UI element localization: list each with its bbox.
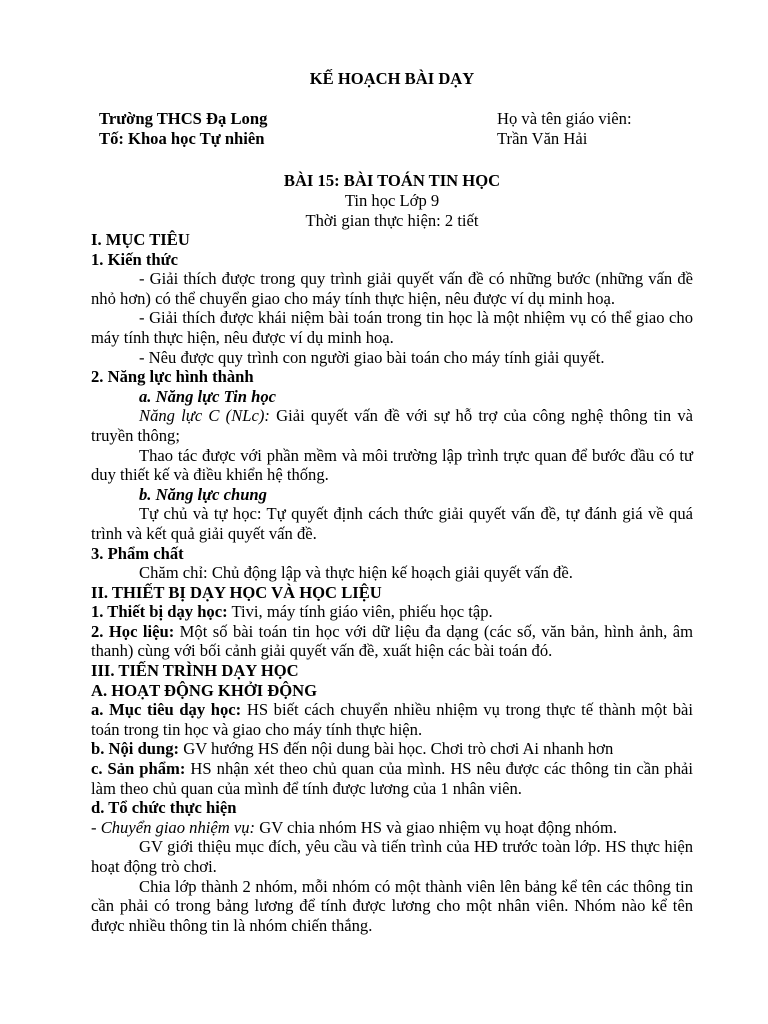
header-info [91,109,693,149]
assign-task-lead: Chuyển giao nhiệm vụ: [100,817,256,837]
lesson-time: Thời gian thực hiện: 2 tiết [305,211,479,230]
general-competency-text [91,504,693,543]
goal-lead: a. Mục tiêu dạy học: [91,700,242,720]
section-objectives-heading: I. MỤC TIÊU [91,230,190,249]
assign-task-dash: - [91,817,101,837]
materials-text [91,622,693,661]
competency-heading: 2. Năng lực hình thành [91,367,254,387]
it-competency-text-2: Thao tác được với phần mềm và môi trường lập trình trực quan để bước đầu có tư duy thiết kế và điều khiển hệ thống. [91,445,693,485]
document-title: KẾ HOẠCH BÀI DẠY [309,69,475,88]
general-competency-body: Tự quyết định cách thức giải quyết vấn đề, tự đánh giá về quá trình và kết quả giải quyết vấn đề. [91,504,693,543]
lesson-title: BÀI 15: BÀI TOÁN TIN HỌC [283,171,501,190]
teacher-name: Trần Văn Hải [497,129,588,148]
group-name: Tố: Khoa học Tự nhiên [99,129,265,148]
it-competency-heading: a. Năng lực Tin học [139,386,277,406]
section-equipment-heading: II. THIẾT BỊ DẠY HỌC VÀ HỌC LIỆU [91,582,382,602]
goal-text [91,700,693,739]
school-name: Trường THCS Đạ Long [99,109,268,128]
section-process-heading: III. TIẾN TRÌNH DẠY HỌC [91,661,299,681]
lesson-header [91,171,693,231]
assign-task-text [91,818,693,838]
it-competency-lead: Năng lực C (NLc): [139,406,270,426]
activity-paragraph: GV giới thiệu mục đích, yêu cầu và tiến trình của HĐ trước toàn lớp. HS thực hiện hoạt động trò chơi. [91,837,693,876]
equipment-text [91,602,693,622]
goal-body: HS biết cách chuyển nhiều nhiệm vụ trong thực tế thành một bài toán trong tin học và giao cho máy tính thực hiện. [91,700,693,739]
content-body: GV hướng HS đến nội dung bài học. Chơi trò chơi Ai nhanh hơn [179,739,614,759]
activity-paragraph: Chia lớp thành 2 nhóm, mỗi nhóm có một thành viên lên bảng kể tên các thông tin cần phải có trong bảng lương để tính được lương cho một nhân viên. Nhóm nào kể tên được nhiều thông tin là nhóm chiến thắng. [91,876,693,935]
it-competency-body: Giải quyết vấn đề với sự hỗ trợ của công nghệ thông tin và truyền thông; [91,406,693,445]
content-lead: b. Nội dung: [91,739,180,759]
equipment-lead: 1. Thiết bị dạy học: [91,602,228,622]
warmup-heading: A. HOẠT ĐỘNG KHỞI ĐỘNG [91,680,318,700]
product-lead: c. Sản phẩm: [91,759,186,779]
product-body: HS nhận xét theo chủ quan của mình. HS nêu được các thông tin cần phải làm theo chủ quan của mình để tính được lương của 1 nhân viên. [91,759,694,798]
product-text [91,759,693,798]
assign-task-body: GV chia nhóm HS và giao nhiệm vụ hoạt động nhóm. [255,817,618,837]
document-body [91,230,693,935]
general-competency-heading: b. Năng lực chung [139,484,267,504]
qualities-text: Chăm chỉ: Chủ động lập và thực hiện kế hoạch giải quyết vấn đề. [139,563,573,583]
content-text [91,739,693,759]
qualities-heading: 3. Phẩm chất [91,543,184,563]
equipment-body: Tivi, máy tính giáo viên, phiếu học tập. [227,602,493,622]
knowledge-heading: 1. Kiến thức [91,249,178,269]
materials-body: Một số bài toán tin học với dữ liệu đa dạng (các số, văn bản, hình ảnh, âm thanh) cùng với bối cảnh giải quyết vấn đề, xuất hiện các bài toán đó. [91,621,694,661]
knowledge-item: - Nêu được quy trình con người giao bài toán cho máy tính giải quyết. [139,347,605,367]
it-competency-text [91,406,693,445]
organize-heading: d. Tổ chức thực hiện [91,798,237,818]
general-competency-lead: Tự chủ và tự học: [139,504,262,524]
knowledge-item: - Giải thích được khái niệm bài toán trong tin học là một nhiệm vụ có thể giao cho máy tính thực hiện, nêu được ví dụ minh hoạ. [91,308,693,347]
materials-lead: 2. Học liệu: [91,621,175,641]
lesson-subject: Tin học Lớp 9 [344,191,440,210]
knowledge-item: - Giải thích được trong quy trình giải quyết vấn đề có những bước (những vấn đề nhỏ hơn) có thể chuyển giao cho máy tính thực hiện, nêu được ví dụ minh hoạ. [91,269,693,308]
teacher-label: Họ và tên giáo viên: [497,109,632,128]
